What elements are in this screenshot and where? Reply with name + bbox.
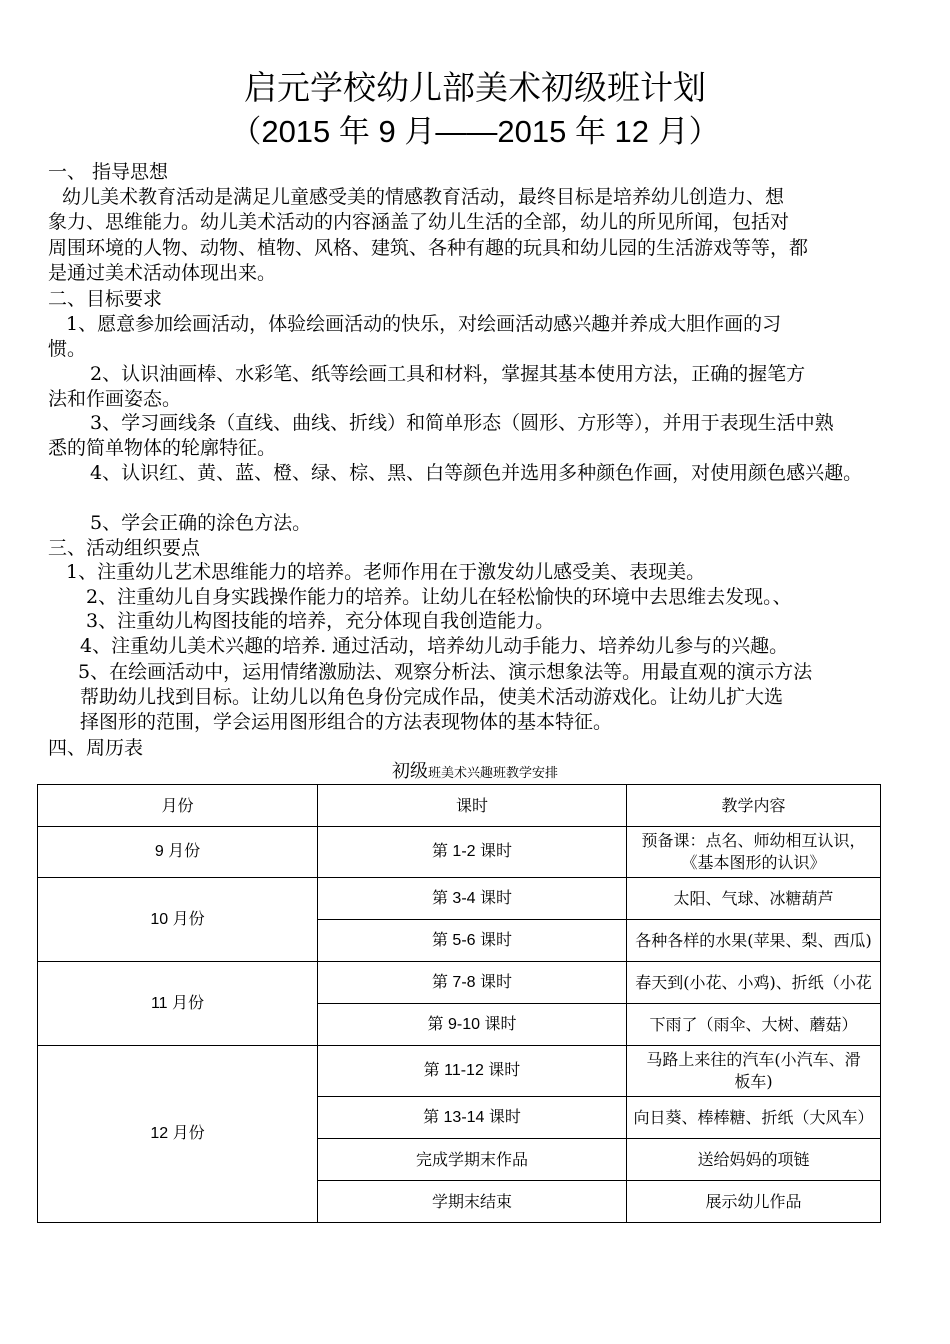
goal-line: 3、学习画线条（直线、曲线、折线）和简单形态（圆形、方形等），并用于表现生活中熟 bbox=[90, 412, 834, 434]
header-content: 教学内容 bbox=[627, 785, 881, 827]
paragraph-line: 象力、思维能力。幼儿美术活动的内容涵盖了幼儿生活的全部，幼儿的所见所闻，包括对 bbox=[48, 211, 790, 233]
section-heading-4: 四、周历表 bbox=[48, 737, 144, 759]
content-cell: 送给妈妈的项链 bbox=[627, 1139, 881, 1181]
paragraph-line: 是通过美术活动体现出来。 bbox=[48, 262, 277, 284]
month-cell: 11 月份 bbox=[38, 962, 318, 1046]
content-cell: 向日葵、棒棒糖、折纸（大风车） bbox=[627, 1097, 881, 1139]
goal-line: 惯。 bbox=[48, 338, 87, 360]
point-line: 4、注重幼儿美术兴趣的培养. 通过活动，培养幼儿动手能力、培养幼儿参与的兴趣。 bbox=[80, 635, 789, 657]
point-line: 2、注重幼儿自身实践操作能力的培养。让幼儿在轻松愉快的环境中去思维去发现。、 bbox=[86, 586, 792, 608]
content-cell: 预备课：点名、师幼相互认识， 《基本图形的认识》 bbox=[627, 827, 881, 878]
table-row bbox=[38, 827, 881, 878]
month-cell: 9 月份 bbox=[38, 827, 318, 878]
document-subtitle: （2015 年 9 月——2015 年 12 月） bbox=[230, 114, 720, 149]
point-line: 5、在绘画活动中，运用情绪激励法、观察分析法、演示想象法等。用最直观的演示方法 bbox=[78, 661, 813, 683]
goal-line: 4、认识红、黄、蓝、橙、绿、棕、黑、白等颜色并选用多种颜色作画，对使用颜色感兴趣。 bbox=[90, 462, 863, 484]
point-line: 择图形的范围，学会运用图形组合的方法表现物体的基本特征。 bbox=[80, 711, 613, 733]
lesson-cell: 第 1-2 课时 bbox=[318, 827, 627, 878]
content-cell: 春天到(小花、小鸡)、折纸（小花 bbox=[627, 962, 881, 1004]
paragraph-line: 周围环境的人物、动物、植物、风格、建筑、各种有趣的玩具和幼儿园的生活游戏等等，都 bbox=[48, 237, 809, 259]
table-row bbox=[38, 1046, 881, 1097]
table-row bbox=[38, 962, 881, 1004]
lesson-cell: 第 3-4 课时 bbox=[318, 878, 627, 920]
document-title: 启元学校幼儿部美术初级班计划 bbox=[244, 68, 706, 107]
point-line: 1、注重幼儿艺术思维能力的培养。老师作用在于激发幼儿感受美、表现美。 bbox=[66, 561, 706, 583]
table-row bbox=[38, 878, 881, 920]
point-line: 3、注重幼儿构图技能的培养，充分体现自我创造能力。 bbox=[86, 610, 555, 632]
header-lesson: 课时 bbox=[318, 785, 627, 827]
month-cell: 12 月份 bbox=[38, 1046, 318, 1223]
table-header-row bbox=[38, 785, 881, 827]
content-cell: 各种各样的水果(苹果、梨、西瓜) bbox=[627, 920, 881, 962]
schedule-table bbox=[37, 784, 881, 1223]
goal-line: 1、愿意参加绘画活动，体验绘画活动的快乐，对绘画活动感兴趣并养成大胆作画的习 bbox=[66, 313, 782, 335]
point-line: 帮助幼儿找到目标。让幼儿以角色身份完成作品，使美术活动游戏化。让幼儿扩大选 bbox=[80, 686, 784, 708]
month-cell: 10 月份 bbox=[38, 878, 318, 962]
section-heading-1: 一、 指导思想 bbox=[48, 161, 169, 183]
content-cell: 太阳、气球、冰糖葫芦 bbox=[627, 878, 881, 920]
section-heading-3: 三、活动组织要点 bbox=[48, 537, 201, 559]
content-cell: 展示幼儿作品 bbox=[627, 1181, 881, 1223]
lesson-cell: 第 7-8 课时 bbox=[318, 962, 627, 1004]
content-cell: 马路上来往的汽车(小汽车、滑 板车) bbox=[627, 1046, 881, 1097]
paragraph-line: 幼儿美术教育活动是满足儿童感受美的情感教育活动，最终目标是培养幼儿创造力、想 bbox=[62, 186, 785, 208]
lesson-cell: 完成学期末作品 bbox=[318, 1139, 627, 1181]
lesson-cell: 第 9-10 课时 bbox=[318, 1004, 627, 1046]
content-cell: 下雨了（雨伞、大树、蘑菇） bbox=[627, 1004, 881, 1046]
table-caption-main: 初级 bbox=[391, 761, 428, 782]
lesson-cell: 第 13-14 课时 bbox=[318, 1097, 627, 1139]
lesson-cell: 第 11-12 课时 bbox=[318, 1046, 627, 1097]
goal-line: 2、认识油画棒、水彩笔、纸等绘画工具和材料，掌握其基本使用方法，正确的握笔方 bbox=[90, 363, 806, 385]
table-caption-rest: 班美术兴趣班教学安排 bbox=[427, 766, 558, 781]
goal-line: 5、学会正确的涂色方法。 bbox=[90, 512, 312, 534]
lesson-cell: 学期末结束 bbox=[318, 1181, 627, 1223]
header-month: 月份 bbox=[38, 785, 318, 827]
lesson-cell: 第 5-6 课时 bbox=[318, 920, 627, 962]
table-caption bbox=[0, 761, 950, 785]
goal-line: 悉的简单物体的轮廓特征。 bbox=[48, 437, 277, 459]
goal-line: 法和作画姿态。 bbox=[48, 388, 182, 410]
section-heading-2: 二、目标要求 bbox=[48, 288, 163, 310]
